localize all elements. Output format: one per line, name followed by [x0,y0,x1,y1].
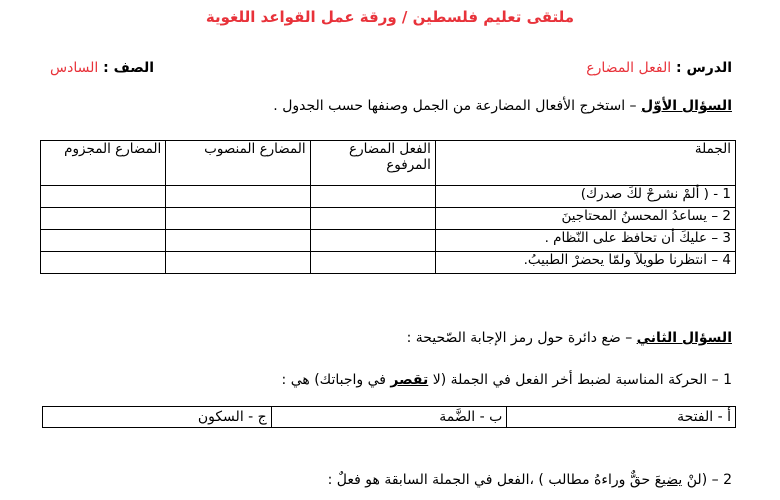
lesson-label: الدرس : [676,60,732,76]
item-2-text-before: 2 – (لنْ [682,472,732,488]
table-row [41,230,736,252]
table-row [41,252,736,274]
table-header-row [41,141,736,186]
item-1-emphasis: تقصر [390,372,429,388]
answer-cell[interactable] [310,208,435,230]
item-2-text-after: حقٌّ وراءهُ مطالب ) ،الفعل في الجملة السابقة هو فعلٌ : [327,472,655,488]
choices-table [42,406,736,428]
answer-cell[interactable] [166,252,310,274]
table-row [41,208,736,230]
sentence-cell: 1 - ( ألمْ نشرحْ لكَ صدرك) [435,186,735,208]
answer-cell[interactable] [310,252,435,274]
question-2-text: – ضع دائرة حول رمز الإجابة الصّحيحة : [406,330,637,346]
question-2-item-2 [328,472,732,488]
verbs-table [40,140,736,274]
question-2-item-1 [282,372,732,388]
grade-label: الصف : [103,60,155,76]
answer-cell[interactable] [166,186,310,208]
choice-a[interactable]: أ - الفتحة [507,407,736,428]
answer-cell[interactable] [41,208,166,230]
grade-line [50,60,154,76]
sentence-cell: 4 – انتظرنا طويلاً ولمّا يحضرْ الطبيبُ. [435,252,735,274]
page-title: ملتقى تعليم فلسطين / ورقة عمل القواعد اللغوية [205,8,575,26]
answer-cell[interactable] [310,186,435,208]
lesson-line [586,60,732,76]
item-2-emphasis: يضيعَ [654,472,683,488]
grade-value: السادس [50,60,99,76]
choice-b[interactable]: ب - الضَّمة [271,407,507,428]
choices-row [43,407,736,428]
question-2 [407,330,732,346]
sentence-cell: 2 – يساعدُ المحسنُ المحتاجينَ [435,208,735,230]
col-sentence: الجملة [435,141,735,186]
item-1-text-before: 1 – الحركة المناسبة لضبط أخر الفعل في الجملة (لا [428,372,732,388]
lesson-value: الفعل المضارع [586,60,672,76]
question-2-heading: السؤال الثاني [636,330,732,346]
sentence-cell: 3 – عليكَ أن تحافظ على النّظام . [435,230,735,252]
col-majzoum: المضارع المجزوم [41,141,166,186]
answer-cell[interactable] [41,252,166,274]
table-row [41,186,736,208]
answer-cell[interactable] [41,230,166,252]
answer-cell[interactable] [166,230,310,252]
col-marfou: الفعل المضارع المرفوع [310,141,435,186]
answer-cell[interactable] [310,230,435,252]
question-1 [273,98,732,114]
question-1-text: – استخرج الأفعال المضارعة من الجمل وصنفها حسب الجدول . [273,98,642,114]
item-1-text-after: في واجباتك) هي : [281,372,391,388]
answer-cell[interactable] [166,208,310,230]
question-1-heading: السؤال الأوّل [641,98,732,114]
col-mansoub: المضارع المنصوب [166,141,310,186]
answer-cell[interactable] [41,186,166,208]
choice-c[interactable]: ج - السكون [43,407,272,428]
